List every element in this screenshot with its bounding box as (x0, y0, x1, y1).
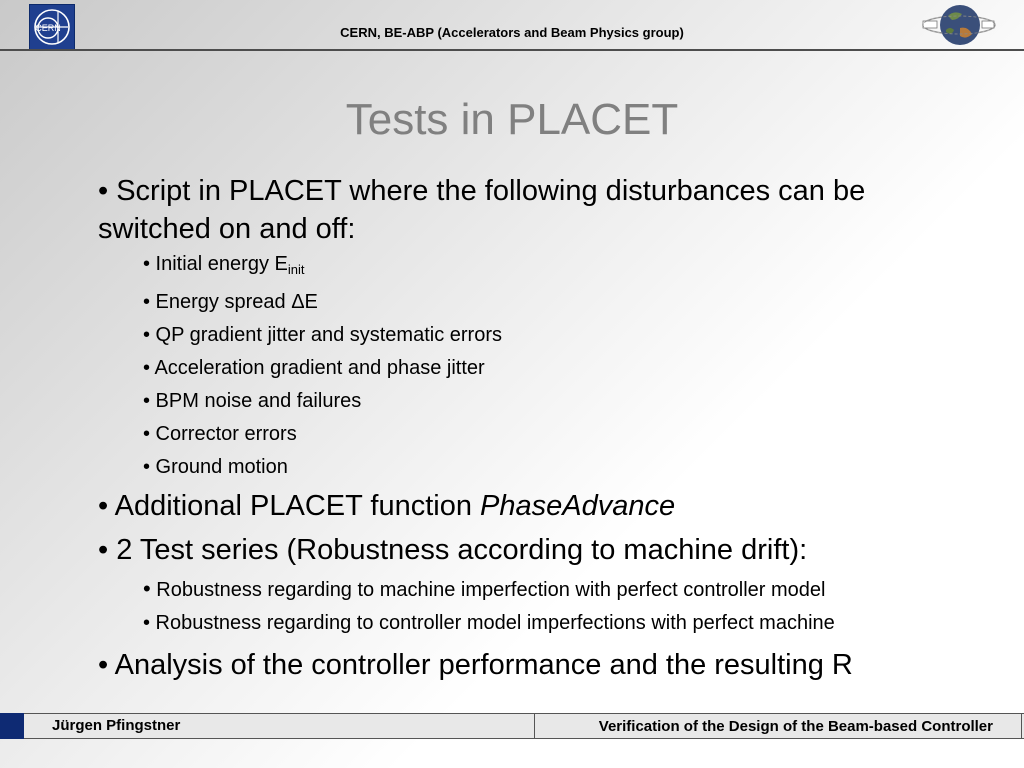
footer-talk-title: Verification of the Design of the Beam-based Controller (598, 718, 993, 735)
bullet-controller-analysis: • Analysis of the controller performance and the resulting R (98, 649, 853, 681)
subscript-init: init (287, 262, 305, 277)
header-organization: CERN, BE-ABP (Accelerators and Beam Physics group) (340, 25, 684, 40)
footer-accent (0, 713, 24, 739)
sub-bullet-qp-gradient: • QP gradient jitter and systematic errors (143, 324, 502, 346)
sub-bullet-controller-imperfection: • Robustness regarding to controller model imperfections with perfect machine (143, 612, 835, 634)
sub-bullet-acceleration-gradient: • Acceleration gradient and phase jitter (143, 357, 485, 379)
sub-bullet-bpm-noise: • BPM noise and failures (143, 390, 362, 412)
sub-bullet-initial-energy (143, 248, 978, 286)
footer-edge (1021, 713, 1022, 739)
sub-bullet-machine-imperfection-text: Robustness regarding to machine imperfection with perfect controller model (150, 579, 826, 601)
bullet-script-disturbances: • Script in PLACET where the following disturbances can be switched on and off: (98, 175, 866, 245)
sub-bullet-corrector-errors: • Corrector errors (143, 423, 297, 445)
bullet-phase-advance-prefix: • Additional PLACET function (98, 490, 481, 522)
footer-divider (534, 713, 535, 739)
sub-bullet-initial-energy-text: • Initial energy E (143, 253, 288, 275)
cern-logo-text: CERN (35, 23, 61, 33)
footer-author: Jürgen Pfingstner (52, 717, 181, 734)
bullet-test-series: • 2 Test series (Robustness according to machine drift): (98, 534, 808, 566)
header-divider (0, 49, 1024, 51)
globe-logo-icon (920, 2, 998, 48)
sub-bullet-machine-imperfection (143, 572, 978, 607)
function-name-phase-advance: PhaseAdvance (480, 490, 676, 522)
bullet-phase-advance (98, 487, 978, 525)
sub-bullet-marker: • (143, 576, 151, 601)
sub-bullet-ground-motion: • Ground motion (143, 456, 288, 478)
slide-title: Tests in PLACET (345, 95, 679, 144)
slide-content (98, 172, 978, 684)
sub-bullet-energy-spread: • Energy spread ΔE (143, 291, 318, 313)
